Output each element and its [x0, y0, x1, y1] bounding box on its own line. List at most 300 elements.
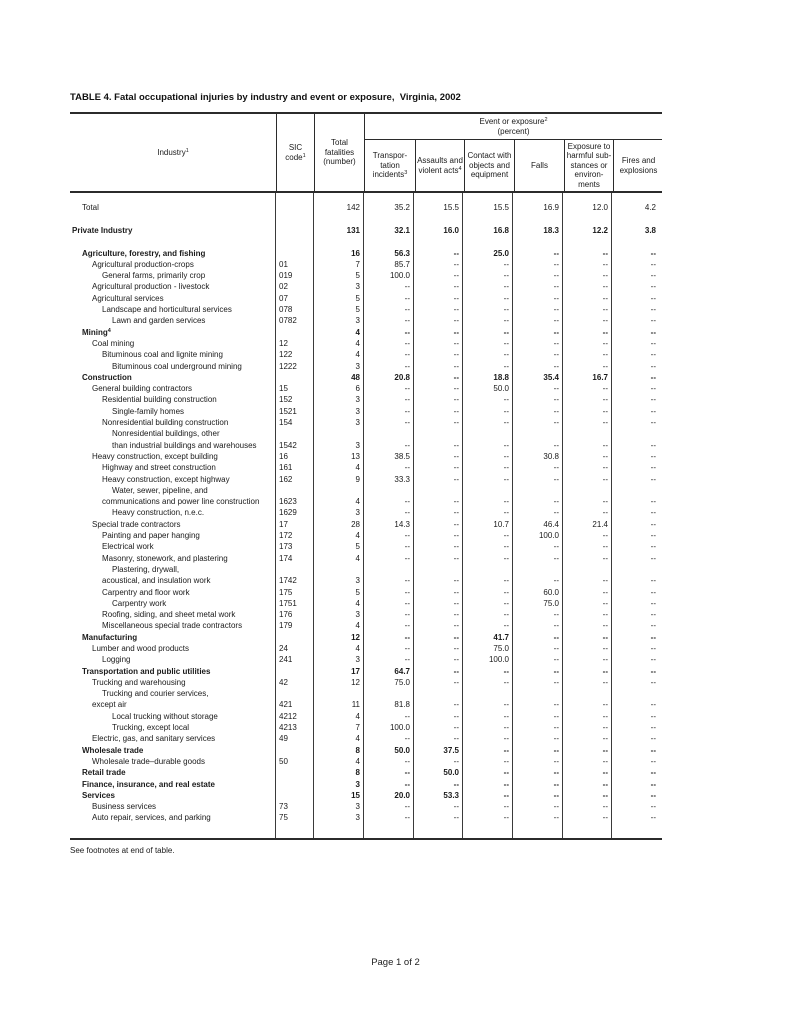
- sic-code-cell: 1521: [279, 406, 297, 416]
- sic-code-cell: [276, 666, 314, 677]
- footnote-marker: 3: [404, 170, 408, 177]
- footnote-marker: 1: [302, 152, 306, 159]
- sic-code-cell: 1222: [279, 361, 297, 371]
- assaults-violent-acts-cell: --: [453, 802, 459, 812]
- industry-label: Single-family homes: [112, 406, 185, 416]
- industry-cell: [70, 394, 276, 405]
- industry-label: Heavy construction, except building: [92, 451, 218, 461]
- contact-objects-cell: --: [503, 508, 509, 518]
- transportation-incidents-cell: --: [404, 497, 410, 507]
- table-row: [70, 462, 662, 473]
- exposure-harmful-cell: --: [602, 316, 608, 326]
- table-row: [70, 779, 662, 790]
- falls-cell: --: [553, 813, 559, 823]
- table-row: [70, 587, 662, 598]
- table-row: [70, 507, 662, 518]
- industry-label: Nonresidential building construction: [102, 418, 229, 428]
- col-header-contact-objects-equipment: Contact with objects and equipment: [464, 140, 514, 191]
- industry-label: Bituminous coal and lignite mining: [102, 350, 223, 360]
- assaults-violent-acts-cell: --: [453, 271, 459, 281]
- assaults-violent-acts-cell: [414, 485, 463, 496]
- industry-cell: [70, 688, 276, 699]
- transportation-incidents-cell: --: [404, 384, 410, 394]
- fires-explosions-cell: --: [650, 531, 656, 541]
- contact-objects-cell: --: [503, 531, 509, 541]
- fires-explosions-cell: --: [650, 293, 656, 303]
- contact-objects-cell: --: [503, 305, 509, 315]
- transportation-incidents-cell: --: [404, 338, 410, 348]
- total-fatalities-cell: 4: [355, 463, 360, 473]
- industry-label: than industrial buildings and warehouses: [112, 440, 257, 450]
- industry-cell: [70, 767, 276, 778]
- table-row: [70, 745, 662, 756]
- falls-cell: --: [553, 406, 559, 416]
- table-row: [70, 428, 662, 439]
- falls-cell: --: [553, 327, 559, 337]
- assaults-violent-acts-cell: --: [453, 711, 459, 721]
- transportation-incidents-cell: --: [404, 734, 410, 744]
- exposure-harmful-cell: --: [602, 542, 608, 552]
- event-exposure-unit: (percent): [497, 126, 530, 136]
- fires-explosions-cell: --: [650, 632, 656, 642]
- industry-cell: [70, 745, 276, 756]
- transportation-incidents-cell: 64.7: [394, 666, 410, 676]
- industry-cell: [70, 609, 276, 620]
- sic-code-cell: 01: [279, 259, 288, 269]
- total-fatalities-cell: 4: [355, 643, 360, 653]
- exposure-harmful-cell: --: [602, 451, 608, 461]
- total-fatalities-cell: 4: [355, 338, 360, 348]
- table-row: [70, 530, 662, 541]
- transportation-incidents-cell: 50.0: [394, 745, 410, 755]
- falls-cell: --: [553, 756, 559, 766]
- fires-explosions-cell: --: [650, 305, 656, 315]
- industry-cell: [70, 519, 276, 530]
- fires-explosions-cell: --: [650, 576, 656, 586]
- exposure-harmful-cell: --: [602, 406, 608, 416]
- table-row: [70, 440, 662, 451]
- table-row: [70, 417, 662, 428]
- table-row: [70, 304, 662, 315]
- assaults-violent-acts-cell: --: [453, 700, 459, 710]
- table-row: [70, 293, 662, 304]
- total-fatalities-cell: 11: [351, 700, 360, 710]
- exposure-harmful-cell: 12.0: [592, 203, 608, 212]
- total-fatalities-cell: 15: [351, 790, 360, 800]
- falls-cell: 30.8: [543, 451, 559, 461]
- table-header: [70, 112, 662, 193]
- col-header-sic-code: SIC code$^1$: [276, 114, 314, 191]
- sic-code-cell: 1629: [279, 508, 297, 518]
- total-fatalities-cell: 4: [355, 621, 360, 631]
- industry-label: Carpentry work: [112, 598, 167, 608]
- sic-code-cell: [276, 428, 314, 439]
- total-fatalities-cell: 4: [355, 598, 360, 608]
- sic-code-cell: 50: [279, 756, 288, 766]
- footnote-reference: See footnotes at end of table.: [70, 846, 175, 855]
- exposure-harmful-cell: --: [602, 508, 608, 518]
- sic-code-cell: [276, 564, 314, 575]
- sic-code-cell: 12: [279, 338, 288, 348]
- fatalities-table: [70, 112, 662, 840]
- transportation-incidents-cell: 100.0: [389, 723, 410, 733]
- falls-cell: --: [553, 655, 559, 665]
- table-row: [70, 699, 662, 710]
- total-fatalities-cell: 12: [351, 677, 360, 687]
- exposure-harmful-cell: --: [602, 350, 608, 360]
- table-row: [70, 485, 662, 496]
- total-fatalities-cell: 5: [355, 542, 360, 552]
- contact-objects-cell: --: [503, 802, 509, 812]
- exposure-harmful-cell: --: [602, 790, 608, 800]
- sic-code-cell: 241: [279, 655, 293, 665]
- transportation-incidents-cell: --: [404, 655, 410, 665]
- exposure-harmful-cell: --: [602, 711, 608, 721]
- total-fatalities-cell: 3: [355, 395, 360, 405]
- assaults-violent-acts-cell: --: [453, 813, 459, 823]
- industry-label: Coal mining: [92, 338, 135, 348]
- total-fatalities-cell: 5: [355, 587, 360, 597]
- exposure-harmful-cell: --: [602, 271, 608, 281]
- industry-label: Trucking, except local: [112, 723, 190, 733]
- transportation-incidents-cell: --: [404, 282, 410, 292]
- industry-cell: [70, 485, 276, 496]
- total-fatalities-cell: 48: [351, 372, 360, 382]
- industry-label: Private Industry: [72, 225, 133, 235]
- fires-explosions-cell: --: [650, 519, 656, 529]
- industry-label: Painting and paper hanging: [102, 531, 200, 541]
- event-exposure-group: [364, 114, 662, 191]
- industry-cell: [70, 530, 276, 541]
- falls-cell: --: [553, 440, 559, 450]
- assaults-violent-acts-cell: --: [453, 610, 459, 620]
- industry-cell: [70, 790, 276, 801]
- contact-objects-cell: --: [503, 587, 509, 597]
- table-row: [70, 609, 662, 620]
- fires-explosions-cell: --: [650, 508, 656, 518]
- page-number: Page 1 of 2: [371, 957, 420, 968]
- industry-cell: [70, 699, 276, 710]
- transportation-incidents-cell: --: [404, 316, 410, 326]
- transportation-incidents-cell: --: [404, 463, 410, 473]
- contact-objects-cell: [463, 485, 513, 496]
- table-title: TABLE 4. Fatal occupational injuries by industry and event or exposure, Virginia, 2002: [70, 92, 461, 103]
- transportation-incidents-cell: [364, 564, 414, 575]
- total-fatalities-cell: 4: [355, 497, 360, 507]
- col-header-falls: Falls: [514, 140, 564, 191]
- sic-code-cell: 162: [279, 474, 293, 484]
- exposure-harmful-cell: [563, 428, 612, 439]
- sic-code-cell: [276, 372, 314, 383]
- sic-code-cell: 172: [279, 531, 293, 541]
- assaults-violent-acts-cell: --: [453, 508, 459, 518]
- sic-code-cell: 019: [279, 271, 293, 281]
- table-row: [70, 688, 662, 699]
- total-fatalities-cell: 3: [355, 655, 360, 665]
- falls-cell: 18.3: [543, 225, 559, 235]
- transportation-incidents-cell: 100.0: [389, 271, 410, 281]
- table-row: [70, 361, 662, 372]
- transportation-incidents-cell: --: [404, 756, 410, 766]
- transportation-incidents-cell: 35.2: [394, 203, 410, 212]
- exposure-harmful-cell: --: [602, 327, 608, 337]
- falls-cell: --: [553, 305, 559, 315]
- assaults-violent-acts-cell: --: [453, 519, 459, 529]
- assaults-violent-acts-cell: --: [453, 621, 459, 631]
- column-rule: [562, 193, 563, 838]
- transportation-incidents-cell: [364, 688, 414, 699]
- fires-explosions-cell: --: [650, 474, 656, 484]
- falls-cell: --: [553, 643, 559, 653]
- exposure-harmful-cell: --: [602, 259, 608, 269]
- transportation-incidents-cell: --: [404, 395, 410, 405]
- contact-objects-cell: --: [503, 271, 509, 281]
- industry-label: Transportation and public utilities: [82, 666, 211, 676]
- sic-code-cell: [276, 225, 314, 236]
- table-row: [70, 575, 662, 586]
- sic-code-cell: 154: [279, 418, 293, 428]
- fires-explosions-cell: --: [650, 790, 656, 800]
- industry-label: Local trucking without storage: [112, 711, 218, 721]
- table-row: [70, 202, 662, 213]
- assaults-violent-acts-cell: --: [453, 734, 459, 744]
- industry-label: Electrical work: [102, 542, 154, 552]
- industry-label: Trucking and warehousing: [92, 677, 186, 687]
- table-body: [70, 193, 662, 840]
- transportation-incidents-cell: --: [404, 779, 410, 789]
- transportation-incidents-cell: [364, 485, 414, 496]
- fires-explosions-cell: 3.8: [644, 225, 656, 235]
- table-row: [70, 394, 662, 405]
- industry-cell: [70, 553, 276, 564]
- total-fatalities-cell: 7: [355, 723, 360, 733]
- fires-explosions-cell: --: [650, 384, 656, 394]
- industry-cell: [70, 293, 276, 304]
- falls-cell: 35.4: [543, 372, 559, 382]
- falls-cell: 16.9: [543, 203, 559, 212]
- assaults-violent-acts-cell: --: [453, 305, 459, 315]
- exposure-harmful-cell: --: [602, 553, 608, 563]
- sic-code-cell: 0782: [279, 316, 297, 326]
- contact-objects-cell: --: [503, 677, 509, 687]
- contact-objects-cell: 100.0: [488, 655, 509, 665]
- industry-cell: [70, 202, 276, 213]
- assaults-violent-acts-cell: --: [453, 723, 459, 733]
- total-fatalities-cell: 6: [355, 384, 360, 394]
- industry-cell: [70, 541, 276, 552]
- transportation-incidents-cell: --: [404, 293, 410, 303]
- table-row: [70, 349, 662, 360]
- falls-cell: --: [553, 293, 559, 303]
- assaults-violent-acts-cell: --: [453, 338, 459, 348]
- total-fatalities-cell: 3: [355, 610, 360, 620]
- assaults-violent-acts-cell: --: [453, 451, 459, 461]
- industry-label: Special trade contractors: [92, 519, 181, 529]
- falls-cell: --: [553, 418, 559, 428]
- industry-cell: [70, 666, 276, 677]
- fires-explosions-cell: --: [650, 350, 656, 360]
- total-fatalities-cell: 3: [355, 361, 360, 371]
- industry-label: Lumber and wood products: [92, 643, 189, 653]
- fires-explosions-cell: --: [650, 271, 656, 281]
- sic-code-cell: 02: [279, 282, 288, 292]
- exposure-harmful-cell: --: [602, 531, 608, 541]
- assaults-violent-acts-cell: --: [453, 677, 459, 687]
- falls-cell: --: [553, 350, 559, 360]
- industry-cell: [70, 281, 276, 292]
- table-row: [70, 812, 662, 823]
- contact-objects-cell: --: [503, 451, 509, 461]
- industry-cell: [70, 349, 276, 360]
- transportation-incidents-cell: --: [404, 361, 410, 371]
- industry-cell: [70, 711, 276, 722]
- assaults-violent-acts-cell: --: [453, 643, 459, 653]
- industry-label: Highway and street construction: [102, 463, 216, 473]
- falls-cell: --: [553, 610, 559, 620]
- total-fatalities-cell: 12: [351, 632, 360, 642]
- contact-objects-cell: --: [503, 610, 509, 620]
- assaults-violent-acts-cell: --: [453, 779, 459, 789]
- sic-code-cell: 4213: [279, 723, 297, 733]
- col-header-fires-explosions: Fires and explosions: [613, 140, 663, 191]
- exposure-harmful-cell: --: [602, 779, 608, 789]
- exposure-harmful-cell: --: [602, 745, 608, 755]
- contact-objects-cell: --: [503, 440, 509, 450]
- assaults-violent-acts-cell: --: [453, 406, 459, 416]
- assaults-violent-acts-cell: --: [453, 384, 459, 394]
- exposure-harmful-cell: --: [602, 756, 608, 766]
- falls-cell: --: [553, 553, 559, 563]
- industry-label: Manufacturing: [82, 632, 138, 642]
- fires-explosions-cell: --: [650, 282, 656, 292]
- transportation-incidents-cell: 85.7: [394, 259, 410, 269]
- total-fatalities-cell: 7: [355, 259, 360, 269]
- sic-code-cell: 16: [279, 451, 288, 461]
- exposure-harmful-cell: --: [602, 497, 608, 507]
- falls-cell: [513, 428, 563, 439]
- sic-code-cell: 175: [279, 587, 293, 597]
- exposure-harmful-cell: --: [602, 598, 608, 608]
- assaults-violent-acts-cell: --: [453, 316, 459, 326]
- industry-cell: [70, 270, 276, 281]
- total-fatalities-cell: 5: [355, 293, 360, 303]
- col-header-industry: Industry$^1$: [157, 147, 189, 157]
- contact-objects-cell: --: [503, 406, 509, 416]
- assaults-violent-acts-cell: --: [453, 542, 459, 552]
- assaults-violent-acts-cell: --: [453, 372, 459, 382]
- total-fatalities-cell: 3: [355, 282, 360, 292]
- industry-cell: [70, 383, 276, 394]
- falls-cell: --: [553, 542, 559, 552]
- transportation-incidents-cell: --: [404, 406, 410, 416]
- exposure-harmful-cell: --: [602, 474, 608, 484]
- industry-label: Heavy construction, n.e.c.: [112, 508, 205, 518]
- fires-explosions-cell: --: [650, 553, 656, 563]
- industry-cell: [70, 507, 276, 518]
- industry-cell: [70, 632, 276, 643]
- assaults-violent-acts-cell: --: [453, 587, 459, 597]
- industry-label: Wholesale trade–durable goods: [92, 756, 205, 766]
- total-fatalities-cell: 3: [355, 802, 360, 812]
- col-header-exposure-harmful-substances: Exposure to harmful sub-stances or environ-ments: [564, 140, 613, 191]
- transportation-incidents-cell: --: [404, 553, 410, 563]
- industry-label: Masonry, stonework, and plastering: [102, 553, 228, 563]
- sic-code-cell: [276, 327, 314, 338]
- transportation-incidents-cell: 32.1: [394, 225, 410, 235]
- table-row: [70, 643, 662, 654]
- exposure-harmful-cell: --: [602, 587, 608, 597]
- assaults-violent-acts-cell: --: [453, 418, 459, 428]
- contact-objects-cell: --: [503, 497, 509, 507]
- table-row: [70, 315, 662, 326]
- contact-objects-cell: --: [503, 282, 509, 292]
- industry-label: Nonresidential buildings, other: [112, 429, 220, 439]
- exposure-harmful-cell: --: [602, 305, 608, 315]
- fires-explosions-cell: --: [650, 700, 656, 710]
- fires-explosions-cell: --: [650, 497, 656, 507]
- assaults-violent-acts-cell: --: [453, 531, 459, 541]
- falls-cell: --: [553, 711, 559, 721]
- table-row: [70, 406, 662, 417]
- total-fatalities-cell: 4: [355, 711, 360, 721]
- exposure-harmful-cell: --: [602, 338, 608, 348]
- fires-explosions-cell: --: [650, 248, 656, 258]
- industry-cell: [70, 428, 276, 439]
- industry-cell: [70, 304, 276, 315]
- industry-label: Total: [82, 203, 99, 212]
- industry-label: Finance, insurance, and real estate: [82, 779, 215, 789]
- falls-cell: --: [553, 632, 559, 642]
- contact-objects-cell: --: [503, 553, 509, 563]
- exposure-harmful-cell: 21.4: [592, 519, 608, 529]
- industry-cell: [70, 564, 276, 575]
- falls-cell: 46.4: [543, 519, 559, 529]
- falls-cell: --: [553, 338, 559, 348]
- fires-explosions-cell: --: [650, 666, 656, 676]
- assaults-violent-acts-cell: --: [453, 327, 459, 337]
- fires-explosions-cell: --: [650, 621, 656, 631]
- exposure-harmful-cell: --: [602, 632, 608, 642]
- industry-cell: [70, 406, 276, 417]
- exposure-harmful-cell: --: [602, 576, 608, 586]
- fires-explosions-cell: --: [650, 779, 656, 789]
- exposure-harmful-cell: --: [602, 621, 608, 631]
- falls-cell: --: [553, 790, 559, 800]
- column-rule: [611, 193, 612, 838]
- total-fatalities-cell: [314, 485, 364, 496]
- contact-objects-cell: 75.0: [493, 643, 509, 653]
- assaults-violent-acts-cell: --: [453, 474, 459, 484]
- contact-objects-cell: --: [503, 293, 509, 303]
- industry-label: Landscape and horticultural services: [102, 305, 232, 315]
- assaults-violent-acts-cell: --: [453, 248, 459, 258]
- sic-code-cell: 15: [279, 384, 288, 394]
- contact-objects-cell: --: [503, 395, 509, 405]
- fires-explosions-cell: --: [650, 802, 656, 812]
- table-row: [70, 801, 662, 812]
- transportation-incidents-cell: 75.0: [394, 677, 410, 687]
- exposure-harmful-cell: 16.7: [592, 372, 608, 382]
- transportation-incidents-cell: 81.8: [394, 700, 410, 710]
- industry-cell: [70, 722, 276, 733]
- table-row: [70, 372, 662, 383]
- contact-objects-cell: --: [503, 542, 509, 552]
- sic-code-cell: 24: [279, 643, 288, 653]
- exposure-harmful-cell: --: [602, 248, 608, 258]
- falls-cell: --: [553, 677, 559, 687]
- industry-label: Water, sewer, pipeline, and: [112, 485, 208, 495]
- exposure-harmful-cell: --: [602, 643, 608, 653]
